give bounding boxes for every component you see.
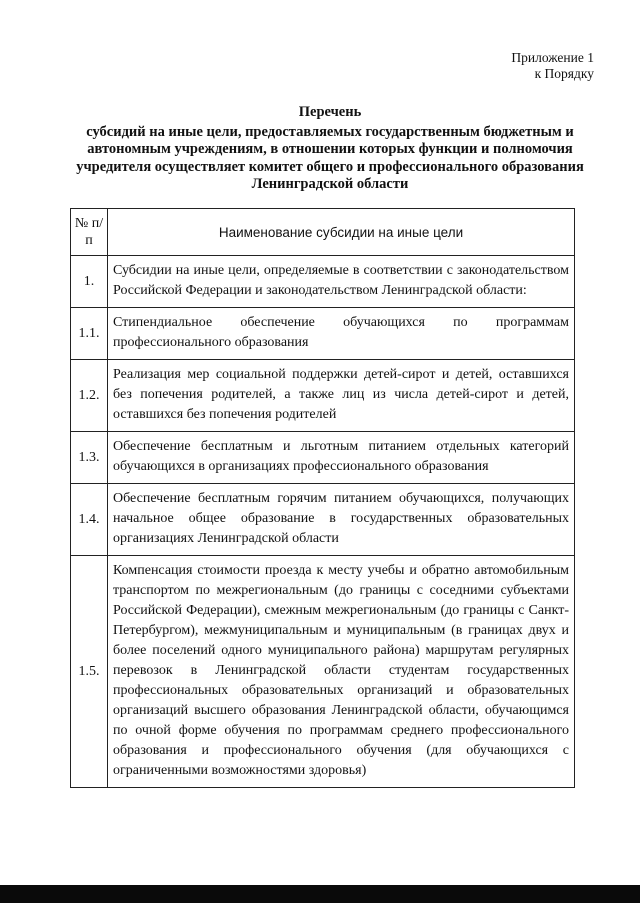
subsidies-table: [70, 208, 575, 788]
table-row: [71, 360, 575, 432]
table-row: [71, 556, 575, 788]
table-header: [71, 209, 575, 256]
table-row: [71, 484, 575, 556]
row-number: 1.3.: [71, 432, 108, 484]
subsidy-name: Субсидии на иные цели, определяемые в соответствии с законодательством Российской Федерации и законодательством Ленинградской области:: [108, 256, 575, 308]
row-number: 1.2.: [71, 360, 108, 432]
row-number: 1.1.: [71, 308, 108, 360]
column-header-name: Наименование субсидии на иные цели: [108, 209, 575, 256]
table-row: [71, 308, 575, 360]
subsidy-name: Обеспечение бесплатным горячим питанием обучающихся, получающих начальное общее образование в государственных образовательных организациях Ленинградской области: [108, 484, 575, 556]
document-title: Перечень: [298, 104, 362, 120]
appendix-reference: [394, 50, 594, 82]
table-body: [71, 256, 575, 788]
appendix-number: Приложение 1: [511, 50, 594, 65]
document-heading: [60, 104, 600, 194]
subsidy-name: Обеспечение бесплатным и льготным питанием отдельных категорий обучающихся в организациях профессионального образования: [108, 432, 575, 484]
row-number: 1.: [71, 256, 108, 308]
column-header-number: № п/п: [71, 209, 108, 256]
table-row: [71, 432, 575, 484]
scan-edge-bar: [0, 885, 640, 903]
subsidy-name: Реализация мер социальной поддержки детей-сирот и детей, оставшихся без попечения родителей, а также лиц из числа детей-сирот и детей, оставшихся без попечения родителей: [108, 360, 575, 432]
document-subtitle: субсидий на иные цели, предоставляемых государственным бюджетным и автономным учреждениям, в отношении которых функции и полномочия учредителя осуществляет комитет общего и профессионального образования Ленинградской области: [76, 123, 584, 192]
appendix-order-reference: к Порядку: [534, 66, 594, 81]
row-number: 1.5.: [71, 556, 108, 788]
subsidy-name: Стипендиальное обеспечение обучающихся по программам профессионального образования: [108, 308, 575, 360]
row-number: 1.4.: [71, 484, 108, 556]
subsidy-name: Компенсация стоимости проезда к месту учебы и обратно автомобильным транспортом по межрегиональным (до границы с соседними субъектами Российской Федерации), смежным межрегиональным (до границы с Санкт-Петербургом), межмуниципальным и муниципальным (в границах двух и более поселений одного муниципального района) маршрутам регулярных перевозок в Ленинградской области студентам государственных профессиональных образовательных организаций и образовательных организаций высшего образования Ленинградской области, обучающимся по очной форме обучения по программам среднего профессионального образования и профессионального обучения (для обучающихся с ограниченными возможностями здоровья): [108, 556, 575, 788]
table-header-row: [71, 209, 575, 256]
table-row: [71, 256, 575, 308]
